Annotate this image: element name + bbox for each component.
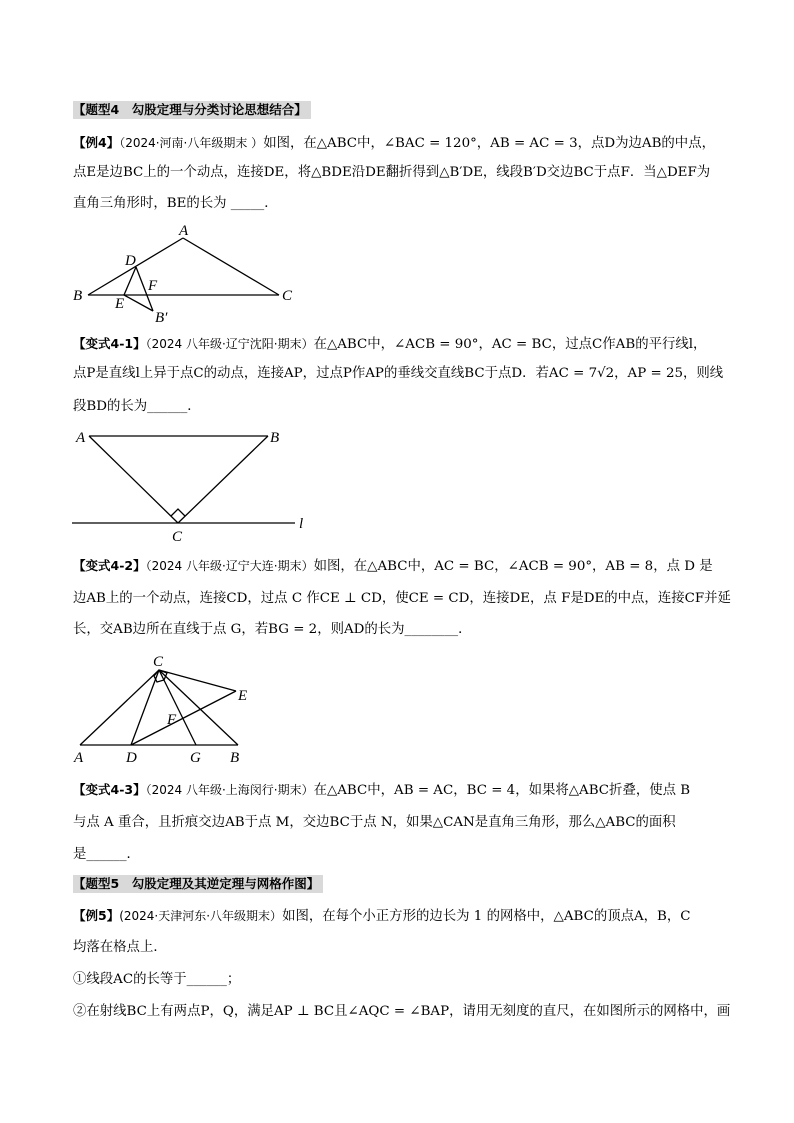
fig3-label-A: A (74, 750, 84, 766)
example4-source: （2024·河南·八年级期末 ） (119, 136, 264, 150)
variant41-line3: 段BD的长为______． (73, 399, 201, 414)
fig1-label-D: D (125, 253, 136, 269)
example5-line2: 均落在格点上． (73, 940, 167, 955)
example4-line2: 点E是边BC上的一个动点，连接DE，将△BDE沿DE翻折得到△B′DE，线段B′D交边BC于点F．当△DEF为 (73, 165, 711, 180)
example5-line1 (73, 906, 723, 927)
variant41-line2: 点P是直线l上异于点C的动点，连接AP，过点P作AP的垂线交直线BC于点D．若AC = 7√2，AP = 25，则线 (73, 366, 724, 381)
example4-text1: 如图，在△ABC中，∠BAC = 120°，AB = AC = 3，点D为边AB的中点， (263, 136, 715, 151)
fig2-label-A: A (76, 430, 86, 446)
fig1-label-E: E (115, 296, 125, 312)
example5-tag: 【例5】 (73, 908, 120, 923)
fig3-label-E: E (238, 688, 248, 704)
variant43-tag: 【变式4-3】 (73, 782, 146, 797)
fig3-label-F: F (167, 712, 177, 728)
fig3-label-B: B (230, 750, 240, 766)
variant43-line1 (73, 780, 723, 801)
variant42-line3: 长，交AB边所在直线于点 G，若BG = 2，则AD的长为________． (73, 622, 472, 637)
fig1-label-C: C (282, 288, 293, 304)
fig2-label-l: l (299, 516, 304, 532)
section-heading-type5: 【题型5 勾股定理及其逆定理与网格作图】 (73, 875, 323, 893)
fig2-label-C: C (172, 529, 183, 545)
variant42-text1: 如图，在△ABC中，AC = BC，∠ACB = 90°，AB = 8，点 D 是 (313, 559, 713, 574)
example5-item2: ②在射线BC上有两点P，Q，满足AP ⊥ BC且∠AQC = ∠BAP，请用无刻度的直尺，在如图所示的网格中，画 (73, 1004, 731, 1019)
example5-text1: 如图，在每个小正方形的边长为 1 的网格中，△ABC的顶点A，B，C (282, 909, 691, 924)
example5-source: (2024·天津河东·八年级期末） (119, 909, 283, 923)
variant42-tag: 【变式4-2】 (73, 558, 146, 573)
variant42-line2: 边AB上的一个动点，连接CD，过点 C 作CE ⊥ CD，使CE = CD，连接DE，点 F是DE的中点，连接CF并延 (73, 591, 731, 606)
variant42-source: （2024 八年级·辽宁大连·期末） (145, 559, 314, 573)
example5-item1: ①线段AC的长等于______； (73, 972, 241, 987)
variant43-line3: 是______． (73, 847, 140, 862)
example4-line3: 直角三角形时，BE的长为 _____． (73, 196, 278, 211)
fig3-label-D: D (126, 750, 137, 766)
variant43-line2: 与点 A 重合，且折痕交边AB于点 M，交边BC于点 N，如果△CAN是直角三角形，那么△ABC的面积 (73, 815, 676, 830)
variant43-source: （2024 八年级·上海闵行·期末） (145, 783, 314, 797)
fig1-label-B: B (73, 288, 83, 304)
variant43-text1: 在△ABC中，AB = AC，BC = 4，如果将△ABC折叠，使点 B (313, 783, 691, 798)
fig1-label-A: A (179, 223, 189, 239)
variant41-tag: 【变式4-1】 (73, 336, 146, 351)
fig1-label-Bp: B′ (155, 310, 168, 326)
fig2-label-B: B (270, 430, 280, 446)
fig3-label-C: C (153, 654, 164, 670)
section-heading-type4: 【题型4 勾股定理与分类讨论思想结合】 (73, 101, 311, 119)
variant41-text1: 在△ABC中，∠ACB = 90°，AC = BC，过点C作AB的平行线l， (313, 337, 707, 352)
fig3-label-G: G (190, 750, 201, 766)
fig1-label-F: F (148, 278, 158, 294)
variant41-source: （2024 八年级·辽宁沈阳·期末） (145, 337, 314, 351)
example4-tag: 【例4】 (73, 135, 120, 150)
